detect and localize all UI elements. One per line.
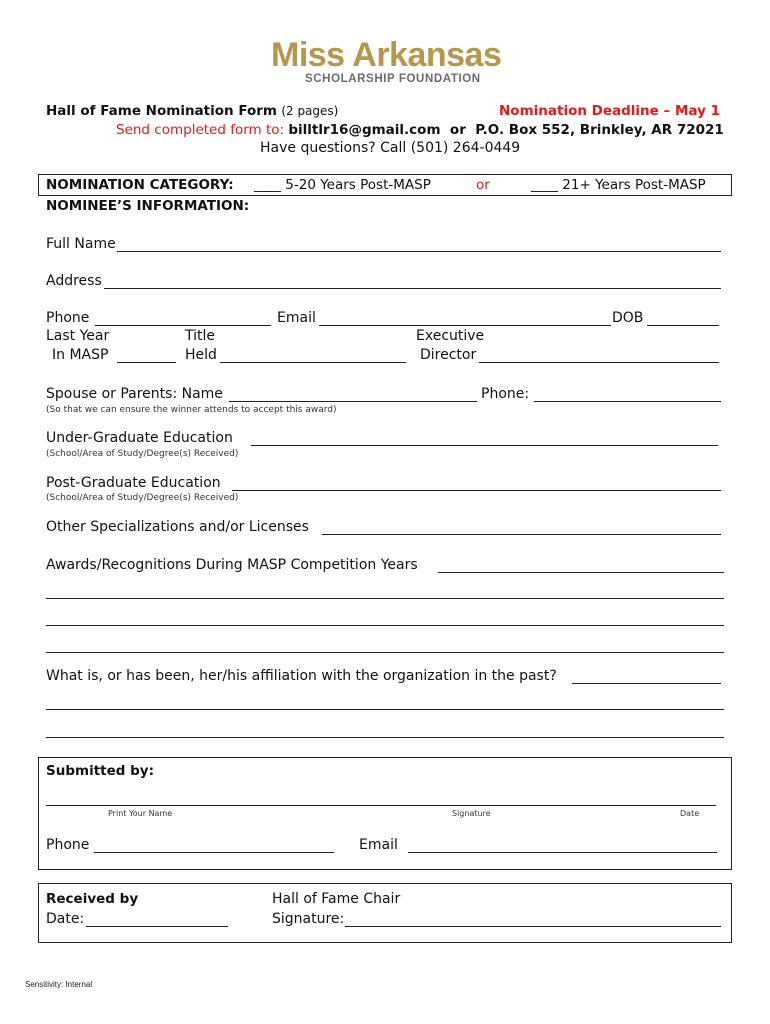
email-label: Email xyxy=(277,310,316,326)
last-year-field[interactable] xyxy=(117,362,176,363)
executive-label: Executive xyxy=(416,328,485,344)
date-caption: Date xyxy=(680,809,700,818)
phone-field[interactable] xyxy=(95,325,271,326)
awards-label: Awards/Recognitions During MASP Competition Years xyxy=(46,557,418,573)
spouse-name-field[interactable] xyxy=(229,401,477,402)
full-name-label: Full Name xyxy=(46,236,116,252)
submitter-signature-line[interactable] xyxy=(46,805,716,806)
awards-field-4[interactable] xyxy=(46,652,724,653)
submitter-email-field[interactable] xyxy=(408,852,717,853)
affiliation-field-3[interactable] xyxy=(46,737,724,738)
chair-signature-label: Signature: xyxy=(272,911,345,927)
email-field[interactable] xyxy=(319,325,611,326)
send-row xyxy=(116,122,724,138)
pages-note: (2 pages) xyxy=(281,104,339,118)
address-label: Address xyxy=(46,273,102,289)
submitter-phone-field[interactable] xyxy=(94,852,334,853)
address-field[interactable] xyxy=(104,288,721,289)
awards-field-2[interactable] xyxy=(46,598,724,599)
held-label: Held xyxy=(185,347,217,363)
title-label: Title xyxy=(185,328,216,344)
full-name-field[interactable] xyxy=(117,251,721,252)
undergrad-field[interactable] xyxy=(251,445,718,446)
category-option-5-20[interactable]: ____ 5-20 Years Post-MASP xyxy=(254,177,431,193)
questions-line: Have questions? Call (501) 264-0449 xyxy=(260,140,521,156)
other-label: Other Specializations and/or Licenses xyxy=(46,519,309,535)
in-masp-label: In MASP xyxy=(52,347,109,363)
submitter-phone-label: Phone xyxy=(46,837,90,853)
submitter-email-label: Email xyxy=(359,837,398,853)
undergrad-label: Under-Graduate Education xyxy=(46,430,233,446)
awards-field-1[interactable] xyxy=(438,572,724,573)
logo-subtitle: SCHOLARSHIP FOUNDATION xyxy=(305,73,481,85)
signature-caption: Signature xyxy=(452,809,491,818)
affiliation-field-1[interactable] xyxy=(572,683,721,684)
affiliation-field-2[interactable] xyxy=(46,709,724,710)
form-title-row xyxy=(46,103,338,119)
category-option-21-plus[interactable]: ____ 21+ Years Post-MASP xyxy=(531,177,706,193)
director-label: Director xyxy=(420,347,477,363)
phone-label: Phone xyxy=(46,310,90,326)
undergrad-note: (School/Area of Study/Degree(s) Received) xyxy=(46,449,239,459)
spouse-note: (So that we can ensure the winner attends to accept this award) xyxy=(46,405,337,415)
spouse-phone-label: Phone: xyxy=(481,386,530,402)
spouse-label: Spouse or Parents: Name xyxy=(46,386,223,402)
nominee-heading: NOMINEE’S INFORMATION: xyxy=(46,198,250,214)
print-name-caption: Print Your Name xyxy=(108,809,173,818)
deadline: Nomination Deadline – May 1 xyxy=(499,103,720,119)
logo-title: Miss Arkansas xyxy=(271,36,502,74)
executive-director-field[interactable] xyxy=(479,362,719,363)
send-label: Send completed form to: xyxy=(116,122,285,138)
spouse-phone-field[interactable] xyxy=(534,401,721,402)
postgrad-label: Post-Graduate Education xyxy=(46,475,221,491)
dob-label: DOB xyxy=(612,310,644,326)
postgrad-field[interactable] xyxy=(232,490,721,491)
received-date-label: Date: xyxy=(46,911,85,927)
received-by-label: Received by xyxy=(46,891,139,907)
affiliation-label: What is, or has been, her/his affiliation with the organization in the past? xyxy=(46,668,557,684)
category-or: or xyxy=(476,177,490,193)
chair-signature-field[interactable] xyxy=(345,926,721,927)
sensitivity-label: Sensitivity: Internal xyxy=(25,980,93,989)
submitted-heading: Submitted by: xyxy=(46,763,154,779)
category-label: NOMINATION CATEGORY: xyxy=(46,177,234,193)
form-title: Hall of Fame Nomination Form xyxy=(46,103,278,119)
dob-field[interactable] xyxy=(647,325,719,326)
last-year-label: Last Year xyxy=(46,328,110,344)
awards-field-3[interactable] xyxy=(46,625,724,626)
other-field[interactable] xyxy=(322,534,721,535)
chair-label: Hall of Fame Chair xyxy=(272,891,401,907)
postgrad-note: (School/Area of Study/Degree(s) Received) xyxy=(46,493,239,503)
title-held-field[interactable] xyxy=(220,362,406,363)
send-address: billtlr16@gmail.com or P.O. Box 552, Brinkley, AR 72021 xyxy=(288,122,724,138)
received-date-field[interactable] xyxy=(86,926,228,927)
